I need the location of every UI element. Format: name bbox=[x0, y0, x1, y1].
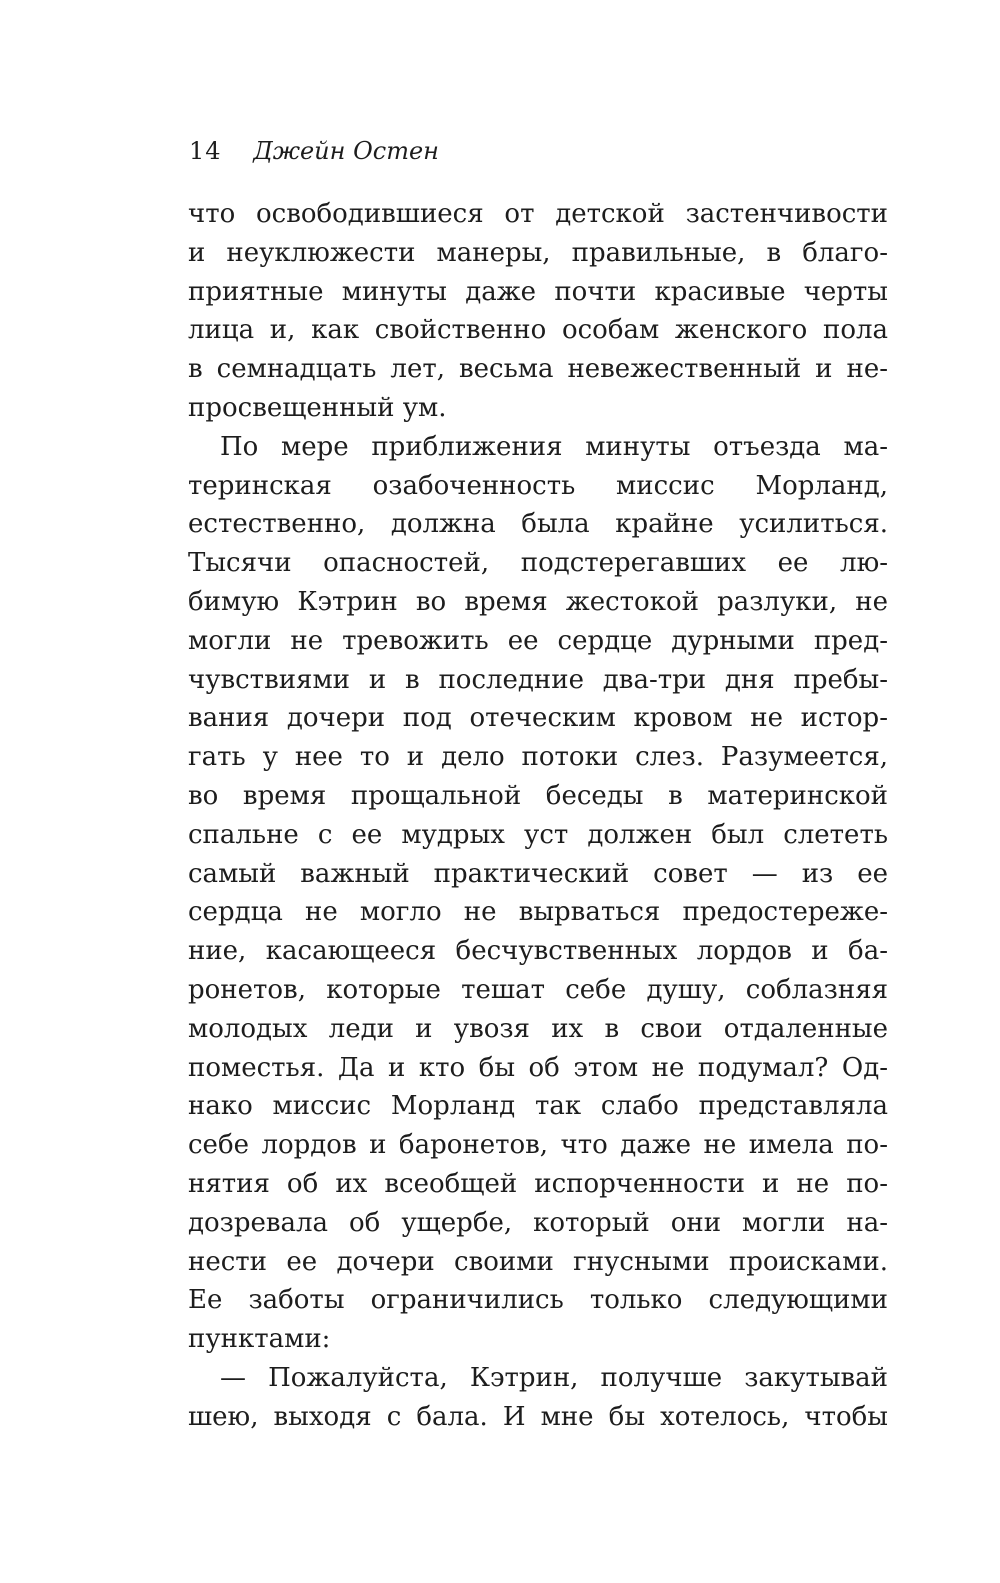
text-line: что освободившиеся от детской застенчивости bbox=[188, 199, 888, 229]
text-line: чувствиями и в последние два-три дня пребы- bbox=[188, 664, 888, 695]
text-line: пунктами: bbox=[188, 1324, 331, 1355]
text-line: лица и, как свойственно особам женского пола bbox=[188, 315, 888, 346]
text-line: молодых леди и увозя их в свои отдаленные bbox=[188, 1013, 888, 1044]
text-line: просвещенный ум. bbox=[188, 392, 447, 423]
text-line: — Пожалуйста, Кэтрин, получше закутывай bbox=[220, 1362, 888, 1393]
text-line: шею, выходя с бала. И мне бы хотелось, чтобы bbox=[188, 1401, 888, 1432]
text-line: По мере приближения минуты отъезда ма- bbox=[220, 431, 888, 462]
text-line: Ее заботы ограничились только следующими bbox=[188, 1285, 888, 1316]
text-line: спальне с ее мудрых уст должен был слететь bbox=[188, 819, 888, 850]
text-line: и неуклюжести манеры, правильные, в благо- bbox=[188, 237, 888, 268]
running-head bbox=[189, 137, 439, 165]
text-line: самый важный практический совет — из ее bbox=[188, 858, 888, 889]
text-line: нести ее дочери своими гнусными происками. bbox=[188, 1246, 888, 1277]
text-line: себе лордов и баронетов, что даже не имела по- bbox=[188, 1130, 888, 1161]
text-line: нятия об их всеобщей испорченности и не по- bbox=[188, 1168, 888, 1199]
text-line: вания дочери под отеческим кровом не истор- bbox=[188, 703, 888, 734]
text-line: поместья. Да и кто бы об этом не подумал? Од- bbox=[188, 1052, 888, 1083]
text-line: теринская озабоченность миссис Морланд, bbox=[188, 470, 888, 501]
text-line: естественно, должна была крайне усилиться. bbox=[188, 509, 888, 540]
text-line: бимую Кэтрин во время жестокой разлуки, не bbox=[188, 586, 888, 617]
text-line: могли не тревожить ее сердце дурными пред- bbox=[188, 625, 888, 656]
text-line: ронетов, которые тешат себе душу, соблазняя bbox=[188, 974, 888, 1005]
running-title-author: Джейн Остен bbox=[253, 137, 439, 165]
text-line: в семнадцать лет, весьма невежественный и не- bbox=[188, 354, 888, 385]
page-number: 14 bbox=[189, 137, 222, 165]
text-line: гать у нее то и дело потоки слез. Разумеется, bbox=[188, 742, 888, 773]
text-line: нако миссис Морланд так слабо представляла bbox=[188, 1091, 888, 1122]
text-line: приятные минуты даже почти красивые черты bbox=[188, 276, 888, 307]
text-line: во время прощальной беседы в материнской bbox=[188, 780, 888, 811]
body-text bbox=[188, 195, 888, 1437]
text-line: сердца не могло не вырваться предостереже- bbox=[188, 897, 888, 928]
text-line: Тысячи опасностей, подстерегавших ее лю- bbox=[188, 548, 888, 579]
text-line: дозревала об ущербе, который они могли на- bbox=[188, 1207, 888, 1238]
text-line: ние, касающееся бесчувственных лордов и ба- bbox=[188, 936, 888, 967]
